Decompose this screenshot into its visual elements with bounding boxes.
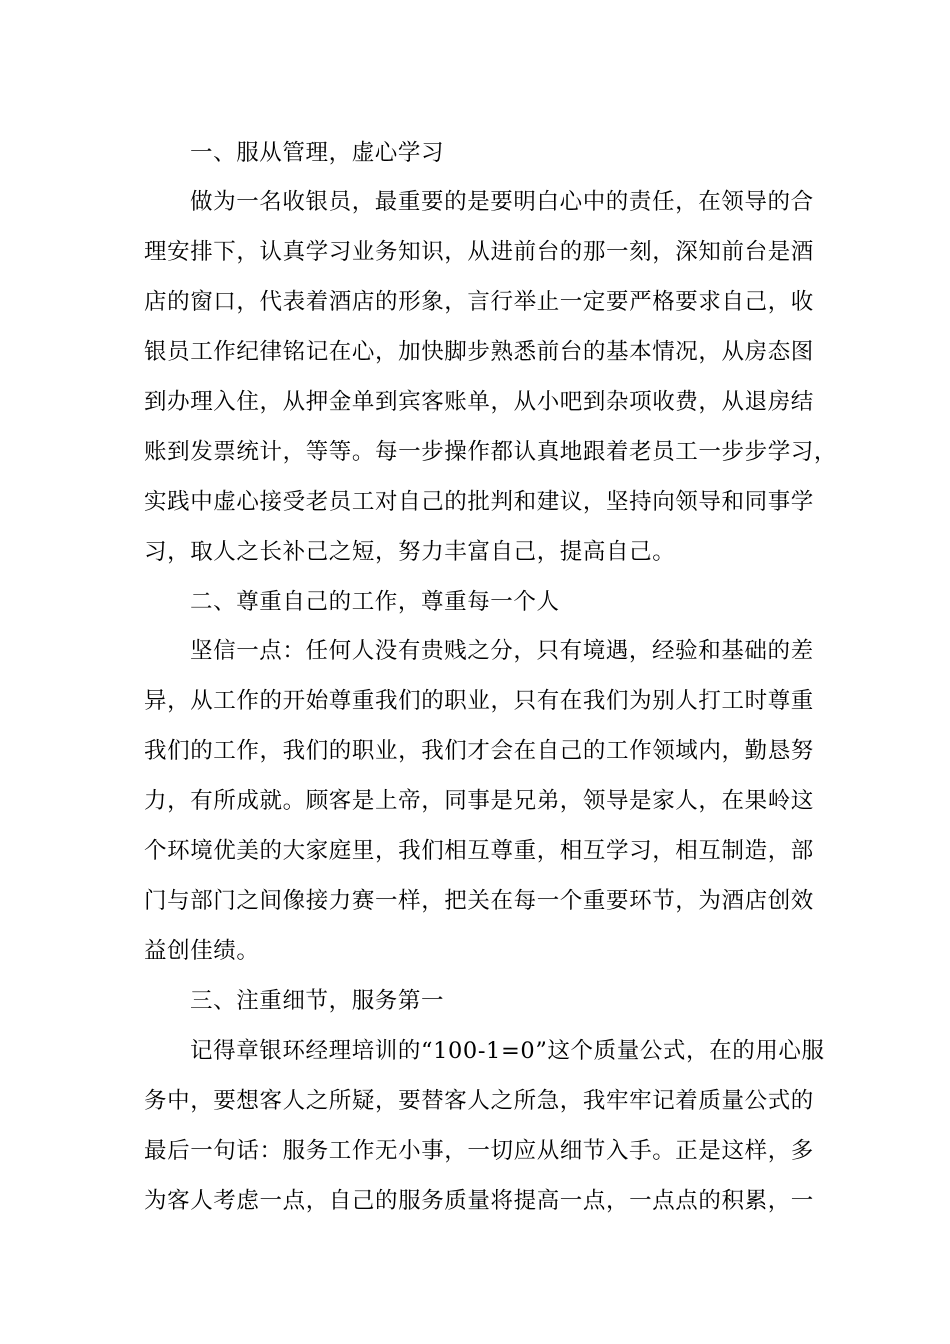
paragraph-line: 务中，要想客人之所疑，要替客人之所急，我牢牢记着质量公式的	[144, 1088, 814, 1114]
paragraph-line: 习，取人之长补己之短，努力丰富自己，提高自己。	[144, 539, 676, 565]
paragraph-line: 银员工作纪律铭记在心，加快脚步熟悉前台的基本情况，从房态图	[144, 339, 814, 365]
paragraph-line: 账到发票统计，等等。每一步操作都认真地跟着老员工一步步学习，	[144, 439, 838, 465]
paragraph-line: 到办理入住，从押金单到宾客账单，从小吧到杂项收费，从退房结	[144, 389, 814, 415]
paragraph-line: 为客人考虑一点，自己的服务质量将提高一点，一点点的积累，一	[144, 1188, 814, 1214]
paragraph-line: 实践中虚心接受老员工对自己的批判和建议，坚持向领导和同事学	[144, 489, 814, 515]
paragraph-line: 异，从工作的开始尊重我们的职业，只有在我们为别人打工时尊重	[144, 688, 814, 714]
paragraph-line: 理安排下，认真学习业务知识，从进前台的那一刻，深知前台是酒	[144, 239, 814, 265]
paragraph-line: 个环境优美的大家庭里，我们相互尊重，相互学习，相互制造，部	[144, 838, 814, 864]
paragraph-line: 店的窗口，代表着酒店的形象，言行举止一定要严格要求自己，收	[144, 289, 814, 315]
paragraph-line: 记得章银环经理培训的“100-1=0”这个质量公式，在的用心服	[190, 1038, 825, 1064]
section-heading-1: 一、服从管理，虚心学习	[190, 140, 445, 166]
paragraph-line: 门与部门之间像接力赛一样，把关在每一个重要环节，为酒店创效	[144, 888, 814, 914]
paragraph-line: 我们的工作，我们的职业，我们才会在自己的工作领域内，勤恳努	[144, 738, 814, 764]
section-heading-3: 三、注重细节，服务第一	[190, 988, 445, 1014]
paragraph-line: 坚信一点：任何人没有贵贱之分，只有境遇，经验和基础的差	[190, 638, 814, 664]
paragraph-line: 益创佳绩。	[144, 938, 260, 964]
section-heading-2: 二、尊重自己的工作，尊重每一个人	[190, 589, 560, 615]
paragraph-line: 做为一名收银员，最重要的是要明白心中的责任，在领导的合	[190, 189, 814, 215]
paragraph-line: 力，有所成就。顾客是上帝，同事是兄弟，领导是家人，在果岭这	[144, 788, 814, 814]
paragraph-line: 最后一句话：服务工作无小事，一切应从细节入手。正是这样，多	[144, 1138, 814, 1164]
